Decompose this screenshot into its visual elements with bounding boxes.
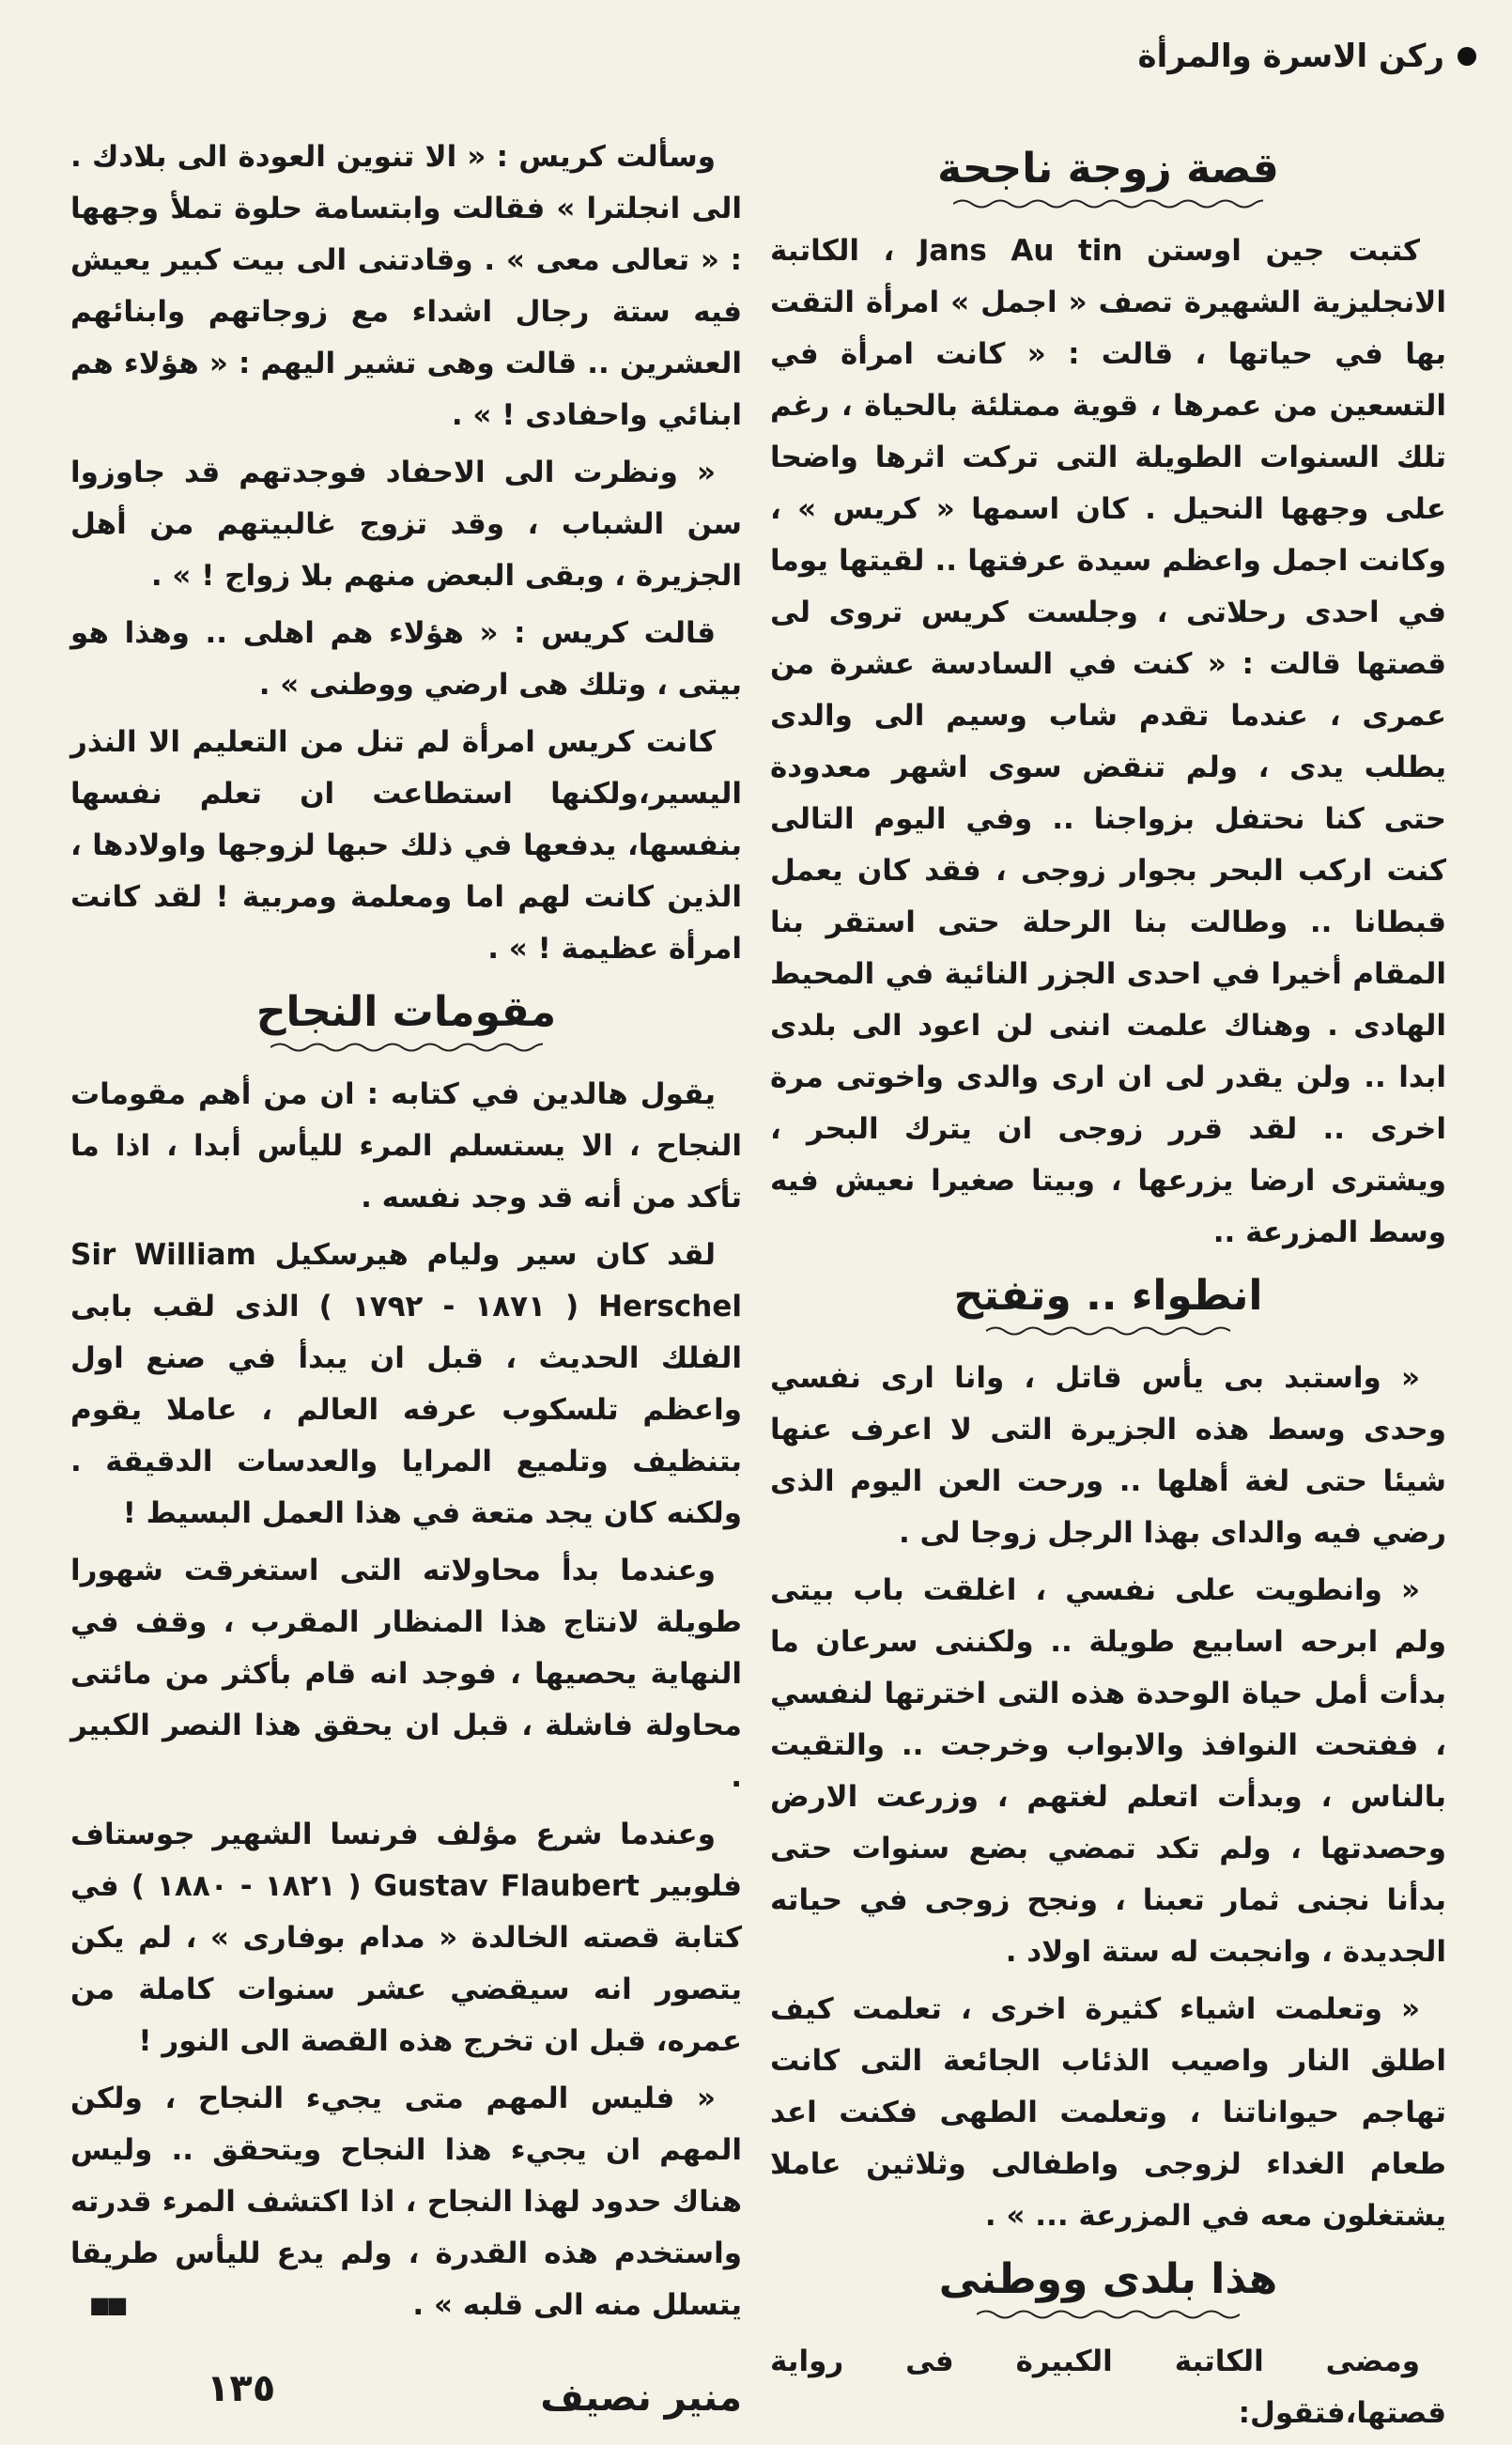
- author-signature: منير نصيف: [540, 2376, 742, 2420]
- end-mark: ■■: [89, 2292, 125, 2318]
- subheading: هذا بلدى ووطنى: [938, 2255, 1278, 2303]
- paragraph: وسألت كريس : « الا تنوين العودة الى بلادك . الى انجلترا » فقالت وابتسامة حلوة تملأ وجهها : « تعالى معى » . وقادتنى الى بيت كبير يعيش فيه ستة رجال اشداء مع زوجاتهم وابنائهم العشرين .. قالت وهى تشير اليهم : « هؤلاء هم ابنائي واحفادى ! » .: [70, 140, 742, 432]
- paragraph: قالت كريس : « هؤلاء هم اهلى .. وهذا هو بيتى ، وتلك هى ارضي ووطنى » .: [70, 616, 742, 702]
- paragraph: « وتعلمت اشياء كثيرة اخرى ، تعلمت كيف اطلق النار واصيب الذئاب الجائعة التى كانت تهاجم حيواناتنا ، وتعلمت الطهى فكنت اعد طعام الغداء لزوجى واطفالى وثلاثين عاملا يشتغلون معه في المزرعة ... » .: [770, 1992, 1446, 2233]
- left-column: [70, 132, 742, 2424]
- paragraph-text: « فليس المهم متى يجيء النجاح ، ولكن المهم ان يجيء هذا النجاح ويتحقق .. وليس هناك حدود لهذا النجاح ، اذا اكتشف المرء قدرته واستخدم هذه القدرة ، ولم يدع لليأس طريقا يتسلل منه الى قلبه » .: [70, 2081, 742, 2322]
- paragraph: يقول هالدين في كتابه : ان من أهم مقومات النجاح ، الا يستسلم المرء لليأس أبدا ، اذا ما تأكد من أنه قد وجد نفسه .: [70, 1077, 742, 1215]
- paragraph: « وانطويت على نفسي ، اغلقت باب بيتى ولم ابرحه اسابيع طويلة .. ولكننى سرعان ما بدأت أمل حياة الوحدة هذه التى اخترتها لنفسي ، ففتحت النوافذ والابواب وخرجت .. والتقيت بالناس ، وبدأت اتعلم لغتهم ، وزرعت الارض وحصدتها ، ولم تكد تمضي بضع سنوات حتى بدأنا نجنى ثمار تعبنا ، ونجح زوجى في حياته الجديدة ، وانجبت له ستة اولاد .: [770, 1573, 1446, 1969]
- paragraph: ومضى الكاتبة الكبيرة فى رواية قصتها،فتقول:: [770, 2344, 1446, 2430]
- paragraph: « واستبد بى يأس قاتل ، وانا ارى نفسي وحدى وسط هذه الجزيرة التى لا اعرف عنها شيئا حتى لغة أهلها .. ورحت العن اليوم الذى رضي فيه والداى بهذا الرجل زوجا لى .: [770, 1361, 1446, 1550]
- article-heading: قصة زوجة ناجحة: [937, 145, 1279, 193]
- paragraph: كتبت جين اوستن Jans Au tin ، الكاتبة الانجليزية الشهيرة تصف « اجمل » امرأة التقت بها في حياتها ، قالت : « كانت امرأة في التسعين من عمرها ، قوية ممتلئة بالحياة ، رغم تلك السنوات الطويلة التى تركت اثرها واضحا على وجهها النحيل . كان اسمها « كريس » ، وكانت اجمل واعظم سيدة عرفتها .. لقيتها يوما في احدى رحلاتى ، وجلست كريس تروى لى قصتها قالت : « كنت في السادسة عشرة من عمرى ، عندما تقدم شاب وسيم الى والدى يطلب يدى ، ولم تنقض سوى اشهر معدودة حتى كنا نحتفل بزواجنا .. وفي اليوم التالى كنت اركب البحر بجوار زوجى ، فقد كان يعمل قبطانا .. وطالت بنا الرحلة حتى استقر بنا المقام أخيرا في احدى الجزر النائية في المحيط الهادى . وهناك علمت اننى لن اعود الى بلدى ابدا .. ولن يقدر لى ان ارى والدى واخوتى مرة اخرى .. لقد قرر زوجى ان يترك البحر ، ويشترى ارضا يزرعها ، وبيتا صغيرا نعيش فيه وسط المزرعة ..: [770, 234, 1446, 1249]
- subheading: مقومات النجاح: [255, 988, 557, 1036]
- paragraph: كانت كريس امرأة لم تنل من التعليم الا النذر اليسير،ولكنها استطاعت ان تعلم نفسها بنفسها، يدفعها في ذلك حبها لزوجها واولادها ، الذين كانت لهم اما ومعلمة ومربية ! لقد كانت امرأة عظيمة ! » .: [70, 725, 742, 966]
- bullet-icon: [1458, 47, 1476, 66]
- heading-underline-ornament: [977, 2308, 1240, 2321]
- subheading: انطواء .. وتفتح: [953, 1272, 1263, 1320]
- heading-underline-ornament: [986, 1324, 1230, 1338]
- paragraph: [70, 2073, 742, 2331]
- right-column: [770, 132, 1446, 2445]
- heading-underline-ornament: [270, 1041, 543, 1054]
- section-title: ركن الاسرة والمرأة: [1137, 38, 1444, 75]
- paragraph: لقد كان سير وليام هيرسكيل Sir William Herschel ( ١٨٧١ - ١٧٩٢ ) الذى لقب بابى الفلك الحديث ، قبل ان يبدأ في صنع اول واعظم تلسكوب عرفه العالم ، عاملا يقوم بتنظيف وتلميع المرايا والعدسات الدقيقة . ولكنه كان يجد متعة في هذا العمل البسيط !: [70, 1238, 742, 1530]
- paragraph: « ونظرت الى الاحفاد فوجدتهم قد جاوزوا سن الشباب ، وقد تزوج غالبيتهم من أهل الجزيرة ، وبقى البعض منهم بلا زواج ! » .: [70, 456, 742, 593]
- paragraph: وعندما بدأ محاولاته التى استغرقت شهورا طويلة لانتاج هذا المنظار المقرب ، وقف في النهاية يحصيها ، فوجد انه قام بأكثر من مائتى محاولة فاشلة ، قبل ان يحقق هذا النصر الكبير .: [70, 1554, 742, 1794]
- heading-underline-ornament: [953, 197, 1263, 210]
- section-header: [1138, 38, 1476, 75]
- page-number: ١٣٥: [207, 2367, 276, 2410]
- paragraph: وعندما شرع مؤلف فرنسا الشهير جوستاف فلوبير Gustav Flaubert ( ١٨٢١ - ١٨٨٠ ) في كتابة قصته الخالدة « مدام بوفارى » ، لم يكن يتصور انه سيقضي عشر سنوات كاملة من عمره، قبل ان تخرج هذه القصة الى النور !: [70, 1818, 742, 2058]
